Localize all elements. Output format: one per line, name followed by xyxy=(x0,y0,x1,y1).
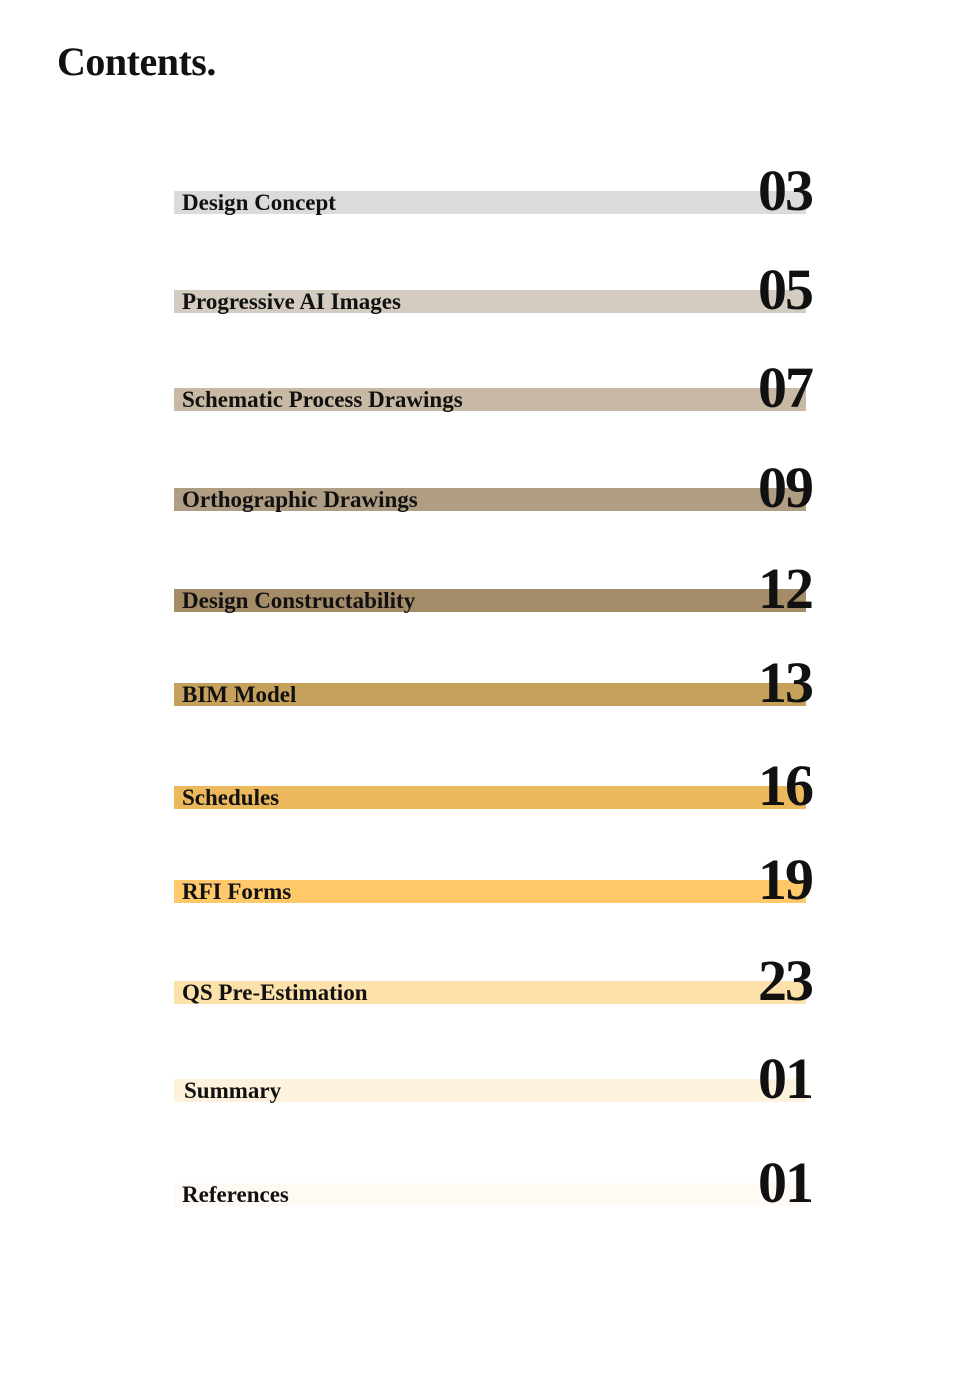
toc-page-number: 09 xyxy=(758,455,812,520)
toc-entry-orthographic-drawings[interactable] xyxy=(174,451,814,520)
toc-page-number: 03 xyxy=(758,158,812,223)
toc-label: Progressive AI Images xyxy=(182,289,401,314)
toc-page-number: 19 xyxy=(758,847,812,912)
toc-page-number: 13 xyxy=(758,650,812,715)
toc-page-number: 23 xyxy=(758,948,812,1013)
toc-entry-schedules[interactable] xyxy=(174,749,814,818)
toc-entry-schematic-process-drawings[interactable] xyxy=(174,351,814,420)
toc-entry-summary[interactable] xyxy=(174,1042,814,1111)
toc-entry-references[interactable] xyxy=(174,1146,814,1215)
toc-entry-rfi-forms[interactable] xyxy=(174,843,814,912)
toc-label: RFI Forms xyxy=(182,879,292,904)
toc-page-number: 12 xyxy=(758,556,812,621)
toc-entry-progressive-ai-images[interactable] xyxy=(174,253,814,322)
toc-page-number: 16 xyxy=(758,753,812,818)
toc-page-number: 01 xyxy=(758,1150,812,1215)
toc-page-number: 01 xyxy=(758,1046,812,1111)
toc-label: BIM Model xyxy=(182,682,297,707)
toc-label: Summary xyxy=(184,1078,282,1103)
toc-label: Design Concept xyxy=(182,190,336,215)
toc-label: Schedules xyxy=(182,785,280,810)
toc-page-number: 07 xyxy=(758,355,812,420)
toc-entry-qs-pre-estimation[interactable] xyxy=(174,944,814,1013)
toc-entry-design-constructability[interactable] xyxy=(174,552,814,621)
toc-label: Orthographic Drawings xyxy=(182,487,418,512)
toc-entry-design-concept[interactable] xyxy=(174,154,814,223)
toc-page-number: 05 xyxy=(758,257,812,322)
page-title: Contents. xyxy=(57,39,216,84)
toc-label: Schematic Process Drawings xyxy=(182,387,463,412)
toc-entry-bim-model[interactable] xyxy=(174,646,814,715)
toc-label: References xyxy=(182,1182,289,1207)
toc-label: QS Pre-Estimation xyxy=(182,980,368,1005)
toc-label: Design Constructability xyxy=(182,588,416,613)
